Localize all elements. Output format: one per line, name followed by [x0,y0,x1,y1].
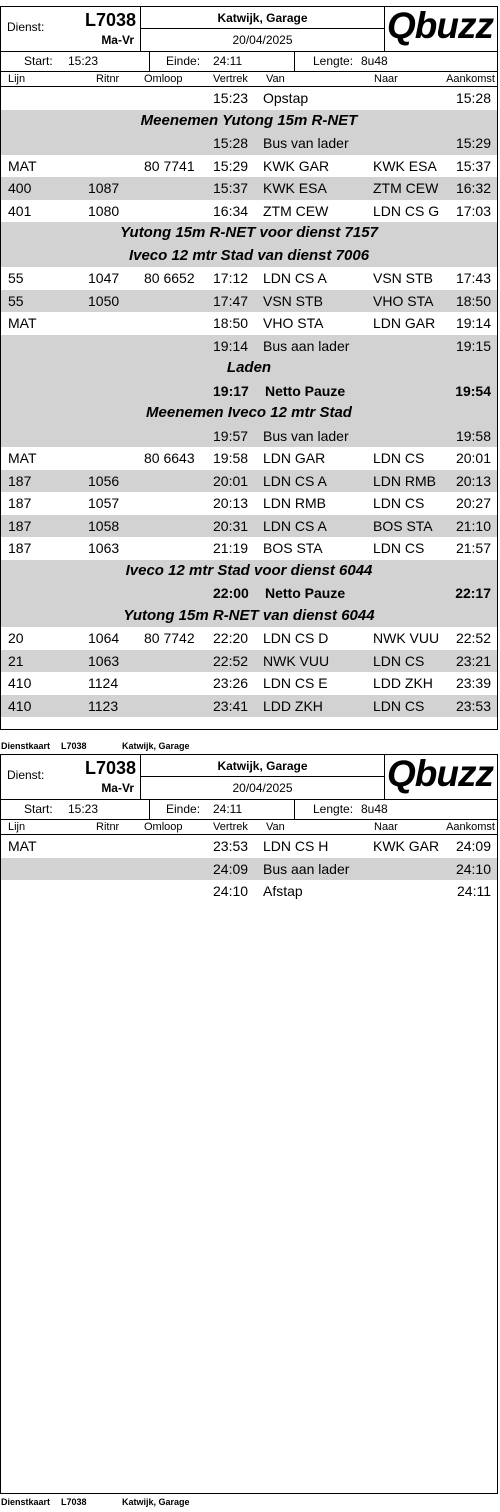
pauze-start: 19:17 [213,382,249,399]
cell-lijn: 401 [8,202,32,219]
cell-naar: ZTM CEW [373,180,439,196]
header [1,755,497,800]
col-omloop: Omloop [144,73,183,85]
cell-naar: LDN RMB [373,472,437,489]
column-header [1,820,497,835]
cell-vertrek: 21:19 [213,540,249,556]
info-separator [149,800,150,819]
cell-vertrek: 23:26 [213,675,249,691]
cell-aankomst: 19:15 [455,337,491,354]
dienstkaart-page-1 [0,6,498,730]
cell-vertrek: 15:37 [213,180,249,196]
pauze-label: Netto Pauze [265,585,346,601]
cell-van: LDD ZKH [263,697,323,714]
cell-lijn: 187 [8,517,32,534]
dienst-code: L7038 [84,10,136,30]
column-header [1,72,497,87]
section-header-row [1,357,497,380]
trip-row [1,447,497,470]
col-van: Van [266,821,285,833]
cell-vertrek: 24:10 [213,883,249,899]
cell-lijn: MAT [8,450,37,466]
lengte-label: Lengte: [313,802,354,816]
cell-naar: LDN GAR [373,315,436,331]
dienst-code: L7038 [84,758,136,778]
cell-van: Bus aan lader [263,337,350,354]
cell-naar: BOS STA [373,517,433,534]
cell-vertrek: 23:41 [213,697,249,714]
cell-ritnr: 1047 [88,270,120,286]
schedule-rows [1,835,497,903]
cell-aankomst: 20:27 [455,495,491,511]
trip-row [1,537,497,560]
pauze-start: 22:00 [213,585,249,601]
col-naar: Naar [374,821,398,833]
lengte-value: 8u48 [361,54,388,68]
start-label: Start: [24,54,53,68]
trip-row [1,470,497,493]
footer-label: Dienstkaart [1,741,51,751]
lengte-label: Lengte: [313,54,354,68]
cell-lijn: 20 [8,630,24,646]
cell-ritnr: 1063 [88,540,120,556]
cell-van: Afstap [263,883,303,899]
trip-row [1,312,497,335]
section-title: Meenemen Iveco 12 mtr Stad [146,404,352,421]
cell-van: LDN RMB [263,495,327,511]
cell-lijn: 55 [8,292,24,309]
einde-label: Einde: [166,802,201,816]
cell-omloop: 80 7742 [144,630,195,646]
cell-naar: LDN CS [373,652,425,669]
dienst-label: Dienst: [7,768,45,782]
cell-naar: VSN STB [373,270,433,286]
pauze-row [1,380,497,403]
cell-vertrek: 20:13 [213,495,249,511]
col-ritnr: Ritnr [96,821,120,833]
cell-aankomst: 20:13 [455,472,491,489]
cell-ritnr: 1080 [88,202,120,219]
cell-vertrek: 22:52 [213,652,249,669]
cell-vertrek: 22:20 [213,630,249,646]
section-title: Yutong 15m R-NET van dienst 6044 [123,606,375,624]
footer-code: L7038 [61,1497,87,1507]
dienst-box [1,755,141,799]
cell-vertrek: 17:47 [213,292,249,309]
cell-naar: LDN CS [373,697,425,714]
cell-omloop: 80 7741 [144,157,195,174]
cell-van: VHO STA [263,315,324,331]
cell-aankomst: 16:32 [455,180,491,196]
dienst-days: Ma-Vr [101,33,134,47]
cell-vertrek: 18:50 [213,315,249,331]
cell-lijn: 410 [8,697,32,714]
section-header-row [1,605,497,628]
cell-aankomst: 20:01 [455,450,491,466]
cell-ritnr: 1123 [88,697,119,714]
cell-lijn: 400 [8,180,32,196]
section-title: Meenemen Yutong 15m R-NET [140,111,358,129]
cell-van: KWK GAR [263,157,330,174]
trip-row [1,425,497,448]
cell-naar: KWK GAR [373,838,440,854]
cell-vertrek: 20:01 [213,472,249,489]
cell-aankomst: 15:37 [455,157,491,174]
cell-aankomst: 21:10 [455,517,491,534]
footer-location: Katwijk, Garage [122,1497,190,1507]
cell-vertrek: 19:58 [213,450,249,466]
cell-van: LDN CS H [263,838,329,854]
cell-ritnr: 1063 [88,652,120,669]
cell-van: KWK ESA [263,180,327,196]
cell-lijn: 187 [8,495,32,511]
section-title: Laden [226,359,272,376]
trip-row [1,155,497,178]
cell-van: LDN GAR [263,450,326,466]
cell-naar: LDN CS [373,450,425,466]
cell-lijn: MAT [8,315,37,331]
section-header-row [1,402,497,425]
trip-row [1,200,497,223]
cell-vertrek: 23:53 [213,838,249,854]
trip-row [1,335,497,358]
cell-naar: KWK ESA [373,157,437,174]
einde-time: 24:11 [213,54,243,68]
cell-aankomst: 21:57 [455,540,491,556]
info-separator [294,800,295,819]
start-time: 15:23 [68,54,99,68]
start-label: Start: [24,802,53,816]
cell-vertrek: 24:09 [213,860,249,877]
cell-vertrek: 20:31 [213,517,249,534]
cell-aankomst: 24:11 [457,883,491,899]
cell-van: LDN CS D [263,630,329,646]
info-separator [149,52,150,71]
cell-vertrek: 15:23 [213,90,249,106]
einde-label: Einde: [166,54,201,68]
cell-aankomst: 18:50 [455,292,491,309]
qbuzz-logo: Qbuzz [387,5,493,46]
trip-row [1,880,497,903]
cell-naar: VHO STA [373,292,434,309]
einde-time: 24:11 [213,802,243,816]
cell-van: LDN CS A [263,472,327,489]
trip-row [1,835,497,858]
pauze-end: 19:54 [455,382,491,399]
cell-vertrek: 15:29 [213,157,249,174]
trip-row [1,695,497,718]
cell-van: VSN STB [263,292,323,309]
qbuzz-logo: Qbuzz [387,753,493,794]
cell-aankomst: 15:29 [455,135,491,151]
cell-vertrek: 17:12 [213,270,249,286]
cell-ritnr: 1056 [88,472,120,489]
cell-ritnr: 1050 [88,292,120,309]
section-header-row [1,560,497,583]
cell-aankomst: 23:53 [455,697,491,714]
cell-ritnr: 1058 [88,517,120,534]
cell-aankomst: 15:28 [455,90,491,106]
dienst-label: Dienst: [7,20,45,34]
info-separator [294,52,295,71]
col-omloop: Omloop [144,821,183,833]
footer-label: Dienstkaart [1,1497,51,1507]
cell-lijn: MAT [8,838,37,854]
cell-naar: NWK VUU [373,630,440,646]
section-title: Iveco 12 mtr Stad van dienst 7006 [128,246,370,264]
cell-van: LDN CS E [263,675,328,691]
cell-van: BOS STA [263,540,323,556]
location-date-box [141,755,385,799]
col-ritnr: Ritnr [96,73,120,85]
cell-van: LDN CS A [263,270,327,286]
col-vertrek: Vertrek [213,821,248,833]
trip-row [1,177,497,200]
pauze-end: 22:17 [455,585,491,601]
trip-row [1,290,497,313]
cell-aankomst: 23:39 [455,675,491,691]
cell-naar: LDN CS [373,540,425,556]
trip-row [1,650,497,673]
footer-location: Katwijk, Garage [122,741,190,751]
start-time: 15:23 [68,802,99,816]
cell-aankomst: 17:03 [455,202,491,219]
dienst-box [1,7,141,51]
cell-lijn: 21 [8,652,24,669]
cell-vertrek: 19:57 [213,427,249,444]
cell-lijn: MAT [8,157,37,174]
col-lijn: Lijn [8,73,26,85]
dienstkaart-page-2 [0,754,498,1494]
trip-row [1,627,497,650]
cell-lijn: 187 [8,540,32,556]
header [1,7,497,52]
cell-vertrek: 16:34 [213,202,249,219]
cell-lijn: 55 [8,270,24,286]
cell-aankomst: 23:21 [455,652,491,669]
cell-ritnr: 1057 [88,495,120,511]
location: Katwijk, Garage [141,7,384,29]
col-vertrek: Vertrek [213,73,248,85]
trip-row [1,858,497,881]
location-date-box [141,7,385,51]
cell-lijn: 187 [8,472,32,489]
cell-van: Bus van lader [263,135,349,151]
dienst-days: Ma-Vr [101,781,134,795]
cell-vertrek: 15:28 [213,135,249,151]
info-row [1,800,497,820]
cell-lijn: 410 [8,675,32,691]
cell-aankomst: 22:52 [455,630,491,646]
cell-van: LDN CS A [263,517,327,534]
cell-vertrek: 19:14 [213,337,249,354]
section-title: Iveco 12 mtr Stad voor dienst 6044 [125,561,373,579]
cell-aankomst: 19:58 [455,427,491,444]
cell-van: Bus van lader [263,427,349,444]
cell-aankomst: 24:09 [455,838,491,854]
cell-ritnr: 1087 [88,180,120,196]
section-header-row [1,110,497,133]
trip-row [1,87,497,110]
pauze-row [1,582,497,605]
col-aankomst: Aankomst [446,821,495,833]
pauze-label: Netto Pauze [265,382,346,399]
cell-aankomst: 17:43 [455,270,491,286]
cell-van: ZTM CEW [263,202,329,219]
trip-row [1,267,497,290]
cell-van: Opstap [263,90,309,106]
cell-ritnr: 1124 [88,675,119,691]
footer-code: L7038 [61,741,87,751]
section-header-row [1,222,497,245]
trip-row [1,515,497,538]
cell-naar: LDD ZKH [373,675,433,691]
cell-omloop: 80 6652 [144,270,195,286]
cell-aankomst: 24:10 [455,860,491,877]
date: 20/04/2025 [232,781,293,795]
section-title: Yutong 15m R-NET voor dienst 7157 [120,224,378,241]
trip-row [1,492,497,515]
info-row [1,52,497,72]
cell-van: NWK VUU [263,652,330,669]
trip-row [1,672,497,695]
trip-row [1,132,497,155]
date: 20/04/2025 [232,33,293,47]
cell-van: Bus aan lader [263,860,350,877]
col-naar: Naar [374,73,398,85]
cell-naar: LDN CS [373,495,425,511]
col-aankomst: Aankomst [446,73,495,85]
col-van: Van [266,73,285,85]
cell-aankomst: 19:14 [455,315,491,331]
cell-omloop: 80 6643 [144,450,195,466]
cell-naar: LDN CS G [373,202,440,219]
cell-ritnr: 1064 [88,630,120,646]
col-lijn: Lijn [8,821,26,833]
location: Katwijk, Garage [141,755,384,777]
schedule-rows [1,87,497,717]
lengte-value: 8u48 [361,802,388,816]
section-header-row [1,245,497,268]
